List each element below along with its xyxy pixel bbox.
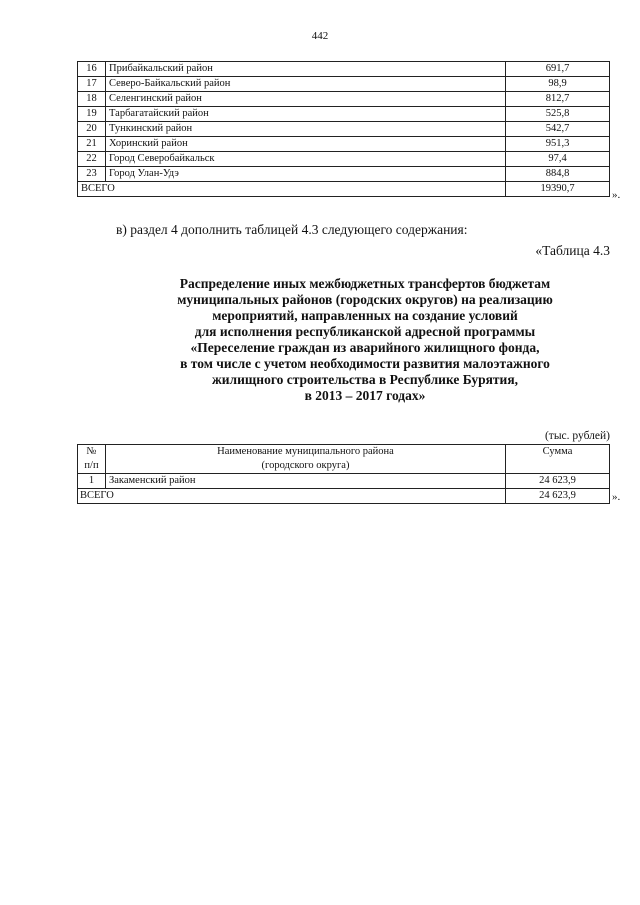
row-num: 19 (78, 107, 106, 122)
row-num: 18 (78, 92, 106, 107)
table-row (78, 122, 610, 137)
row-value: 24 623,9 (506, 474, 610, 489)
row-num: 23 (78, 167, 106, 182)
header-num-line2: п/п (84, 460, 99, 471)
row-name: Прибайкальский район (106, 62, 506, 77)
heading-line: «Переселение граждан из аварийного жилищного фонда, (190, 340, 540, 355)
row-num: 1 (78, 474, 106, 489)
row-name: Хоринский район (106, 137, 506, 152)
row-value: 812,7 (506, 92, 610, 107)
table-header-row (78, 445, 610, 474)
header-name-line2: (городского округа) (261, 460, 350, 471)
row-value: 525,8 (506, 107, 610, 122)
table-row (78, 167, 610, 182)
table-row (78, 152, 610, 167)
transfers-table-continued (77, 61, 610, 197)
table-row (78, 107, 610, 122)
row-value: 951,3 (506, 137, 610, 152)
row-name: Город Улан-Удэ (106, 167, 506, 182)
table1-body (78, 62, 610, 197)
row-value: 884,8 (506, 167, 610, 182)
amendment-paragraph: в) раздел 4 дополнить таблицей 4.3 следующего содержания: (116, 222, 468, 237)
row-name: Тарбагатайский район (106, 107, 506, 122)
table-caption: «Таблица 4.3 (535, 243, 610, 258)
transfers-table-4-3 (77, 444, 610, 504)
row-name: Закаменский район (106, 474, 506, 489)
row-num: 16 (78, 62, 106, 77)
heading-line: в 2013 – 2017 годах» (304, 388, 426, 403)
heading-line: Распределение иных межбюджетных трансфертов бюджетам (179, 276, 551, 291)
total-label: ВСЕГО (78, 489, 506, 504)
row-num: 17 (78, 77, 106, 92)
table-row (78, 77, 610, 92)
table-row (78, 62, 610, 77)
row-name: Тункинский район (106, 122, 506, 137)
header-name-line1: Наименование муниципального района (217, 446, 394, 457)
heading-line: мероприятий, направленных на создание условий (212, 308, 518, 323)
row-name: Город Северобайкальск (106, 152, 506, 167)
total-row (78, 489, 610, 504)
total-value: 24 623,9 (506, 489, 610, 504)
heading-line: муниципальных районов (городских округов) на реализацию (177, 292, 553, 307)
header-name (106, 445, 506, 474)
header-num (78, 445, 106, 474)
table-row (78, 137, 610, 152)
units-label: (тыс. рублей) (544, 430, 610, 442)
heading-line: для исполнения республиканской адресной программы (194, 324, 536, 339)
table1-closing-quote: ». (612, 189, 621, 201)
row-value: 98,9 (506, 77, 610, 92)
total-label: ВСЕГО (78, 182, 506, 197)
table-row (78, 474, 610, 489)
table-heading (130, 276, 600, 404)
heading-line: в том числе с учетом необходимости развития малоэтажного (180, 356, 550, 371)
total-row (78, 182, 610, 197)
row-num: 20 (78, 122, 106, 137)
row-name: Селенгинский район (106, 92, 506, 107)
total-value: 19390,7 (506, 182, 610, 197)
row-num: 22 (78, 152, 106, 167)
header-num-line1: № (86, 446, 97, 457)
row-num: 21 (78, 137, 106, 152)
header-sum: Сумма (506, 445, 610, 474)
row-value: 542,7 (506, 122, 610, 137)
page-number: 442 (311, 30, 329, 42)
heading-line: жилищного строительства в Республике Бурятия, (211, 372, 518, 387)
row-value: 97,4 (506, 152, 610, 167)
row-value: 691,7 (506, 62, 610, 77)
table-row (78, 92, 610, 107)
row-name: Северо-Байкальский район (106, 77, 506, 92)
table2-closing-quote: ». (612, 491, 621, 503)
